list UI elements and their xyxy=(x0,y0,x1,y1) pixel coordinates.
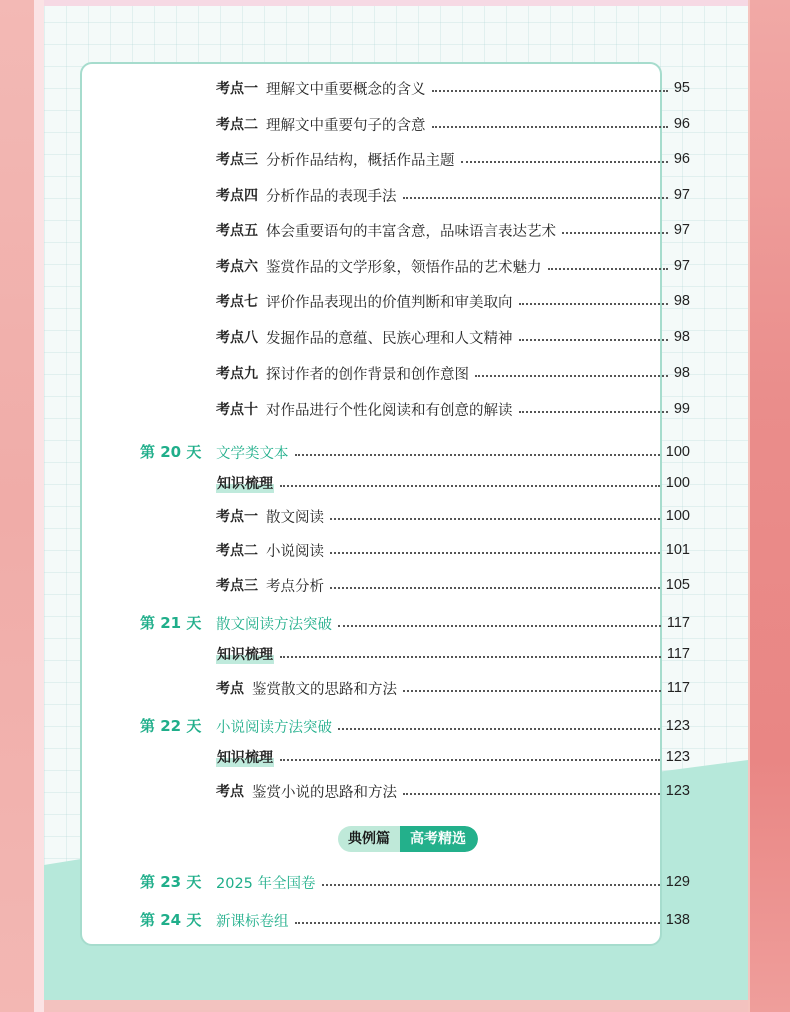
toc-summary-entry[interactable] xyxy=(216,642,690,666)
entry-title: 理解文中重要句子的含意 xyxy=(266,117,426,134)
dot-leader xyxy=(461,161,668,163)
section-badge-right: 高考精选 xyxy=(400,826,478,852)
dot-leader xyxy=(280,485,660,487)
page-number: 97 xyxy=(673,258,690,274)
page-number: 98 xyxy=(673,293,690,309)
day-label: 第 24 天 xyxy=(140,911,202,929)
day-title: 散文阅读方法突破 xyxy=(216,616,332,633)
dot-leader xyxy=(338,625,661,627)
left-cover-edge xyxy=(0,0,34,1012)
dot-leader xyxy=(322,884,660,886)
kaodian-label: 考点八 xyxy=(216,330,258,346)
entry-title: 体会重要语句的丰富含意，品味语言表达艺术 xyxy=(266,223,556,240)
toc-day-entry[interactable] xyxy=(216,440,690,464)
toc-day-entry[interactable] xyxy=(216,908,690,932)
dot-leader xyxy=(280,656,661,658)
kaodian-label: 考点一 xyxy=(216,81,258,97)
page-number: 95 xyxy=(673,80,690,96)
toc-kaodian-entry[interactable] xyxy=(216,676,690,700)
dot-leader xyxy=(562,232,668,234)
day-title: 文学类文本 xyxy=(216,445,289,462)
page-top-strip xyxy=(44,0,748,6)
kaodian-label: 考点二 xyxy=(216,117,258,133)
summary-label: 知识梳理 xyxy=(216,473,274,493)
page-number: 101 xyxy=(665,542,690,558)
page-number: 100 xyxy=(665,508,690,524)
kaodian-label: 考点九 xyxy=(216,366,258,382)
dot-leader xyxy=(432,126,668,128)
dot-leader xyxy=(519,411,668,413)
entry-title: 鉴赏小说的思路和方法 xyxy=(252,784,397,801)
toc-kaodian-entry[interactable] xyxy=(216,218,690,242)
kaodian-label: 考点七 xyxy=(216,294,258,310)
right-cover-edge xyxy=(750,0,790,1012)
dot-leader xyxy=(403,197,668,199)
toc-kaodian-entry[interactable] xyxy=(216,397,690,421)
page-number: 96 xyxy=(673,116,690,132)
toc-day-entry[interactable] xyxy=(216,611,690,635)
dot-leader xyxy=(330,518,660,520)
entry-title: 对作品进行个性化阅读和有创意的解读 xyxy=(266,402,513,419)
dot-leader xyxy=(295,922,660,924)
kaodian-label: 考点四 xyxy=(216,188,258,204)
dot-leader xyxy=(519,303,668,305)
kaodian-label: 考点 xyxy=(216,784,244,800)
kaodian-label: 考点十 xyxy=(216,402,258,418)
kaodian-label: 考点二 xyxy=(216,543,258,559)
toc-kaodian-entry[interactable] xyxy=(216,112,690,136)
page-number: 138 xyxy=(665,912,690,928)
page-number: 100 xyxy=(665,444,690,460)
day-label: 第 22 天 xyxy=(140,717,202,735)
page-number: 129 xyxy=(665,874,690,890)
day-label: 第 20 天 xyxy=(140,443,202,461)
day-label: 第 21 天 xyxy=(140,614,202,632)
page-number: 105 xyxy=(665,577,690,593)
day-title: 小说阅读方法突破 xyxy=(216,719,332,736)
toc-kaodian-entry[interactable] xyxy=(216,289,690,313)
page-edge xyxy=(34,0,44,1012)
entry-title: 评价作品表现出的价值判断和审美取向 xyxy=(266,294,513,311)
section-badge xyxy=(338,826,478,852)
toc-kaodian-entry[interactable] xyxy=(216,254,690,278)
dot-leader xyxy=(432,90,668,92)
entry-title: 鉴赏散文的思路和方法 xyxy=(252,681,397,698)
section-badge-left: 典例篇 xyxy=(338,826,400,852)
entry-title: 小说阅读 xyxy=(266,543,324,560)
summary-label: 知识梳理 xyxy=(216,644,274,664)
dot-leader xyxy=(548,268,668,270)
day-title: 2025 年全国卷 xyxy=(216,875,316,892)
dot-leader xyxy=(295,454,660,456)
dot-leader xyxy=(475,375,668,377)
toc-kaodian-entry[interactable] xyxy=(216,76,690,100)
page-number: 99 xyxy=(673,401,690,417)
entry-title: 发掘作品的意蕴、民族心理和人文精神 xyxy=(266,330,513,347)
kaodian-label: 考点三 xyxy=(216,578,258,594)
page-number: 98 xyxy=(673,365,690,381)
toc-kaodian-entry[interactable] xyxy=(216,538,690,562)
entry-title: 鉴赏作品的文学形象，领悟作品的艺术魅力 xyxy=(266,259,542,276)
page-number: 117 xyxy=(666,680,690,696)
toc-day-entry[interactable] xyxy=(216,714,690,738)
toc-kaodian-entry[interactable] xyxy=(216,779,690,803)
page-number: 100 xyxy=(665,475,690,491)
entry-title: 散文阅读 xyxy=(266,509,324,526)
dot-leader xyxy=(519,339,668,341)
toc-day-entry[interactable] xyxy=(216,870,690,894)
page-number: 123 xyxy=(665,749,690,765)
entry-title: 分析作品结构，概括作品主题 xyxy=(266,152,455,169)
toc-kaodian-entry[interactable] xyxy=(216,183,690,207)
entry-title: 探讨作者的创作背景和创作意图 xyxy=(266,366,469,383)
kaodian-label: 考点六 xyxy=(216,259,258,275)
toc-summary-entry[interactable] xyxy=(216,471,690,495)
page-number: 117 xyxy=(666,646,690,662)
toc-kaodian-entry[interactable] xyxy=(216,361,690,385)
entry-title: 分析作品的表现手法 xyxy=(266,188,397,205)
page-number: 97 xyxy=(673,222,690,238)
page-bottom-strip xyxy=(44,1000,748,1012)
entry-title: 考点分析 xyxy=(266,578,324,595)
toc-kaodian-entry[interactable] xyxy=(216,147,690,171)
entry-title: 理解文中重要概念的含义 xyxy=(266,81,426,98)
kaodian-label: 考点 xyxy=(216,681,244,697)
day-label: 第 23 天 xyxy=(140,873,202,891)
page-number: 123 xyxy=(665,718,690,734)
dot-leader xyxy=(338,728,660,730)
kaodian-label: 考点一 xyxy=(216,509,258,525)
summary-label: 知识梳理 xyxy=(216,747,274,767)
toc-kaodian-entry[interactable] xyxy=(216,325,690,349)
day-title: 新课标卷组 xyxy=(216,913,289,930)
page-number: 123 xyxy=(665,783,690,799)
kaodian-label: 考点三 xyxy=(216,152,258,168)
kaodian-label: 考点五 xyxy=(216,223,258,239)
dot-leader xyxy=(330,587,660,589)
toc-summary-entry[interactable] xyxy=(216,745,690,769)
page-number: 98 xyxy=(673,329,690,345)
page-number: 97 xyxy=(673,187,690,203)
toc-kaodian-entry[interactable] xyxy=(216,573,690,597)
dot-leader xyxy=(330,552,660,554)
toc-kaodian-entry[interactable] xyxy=(216,504,690,528)
page-number: 96 xyxy=(673,151,690,167)
page-number: 117 xyxy=(666,615,690,631)
dot-leader xyxy=(403,793,660,795)
dot-leader xyxy=(280,759,660,761)
dot-leader xyxy=(403,690,661,692)
